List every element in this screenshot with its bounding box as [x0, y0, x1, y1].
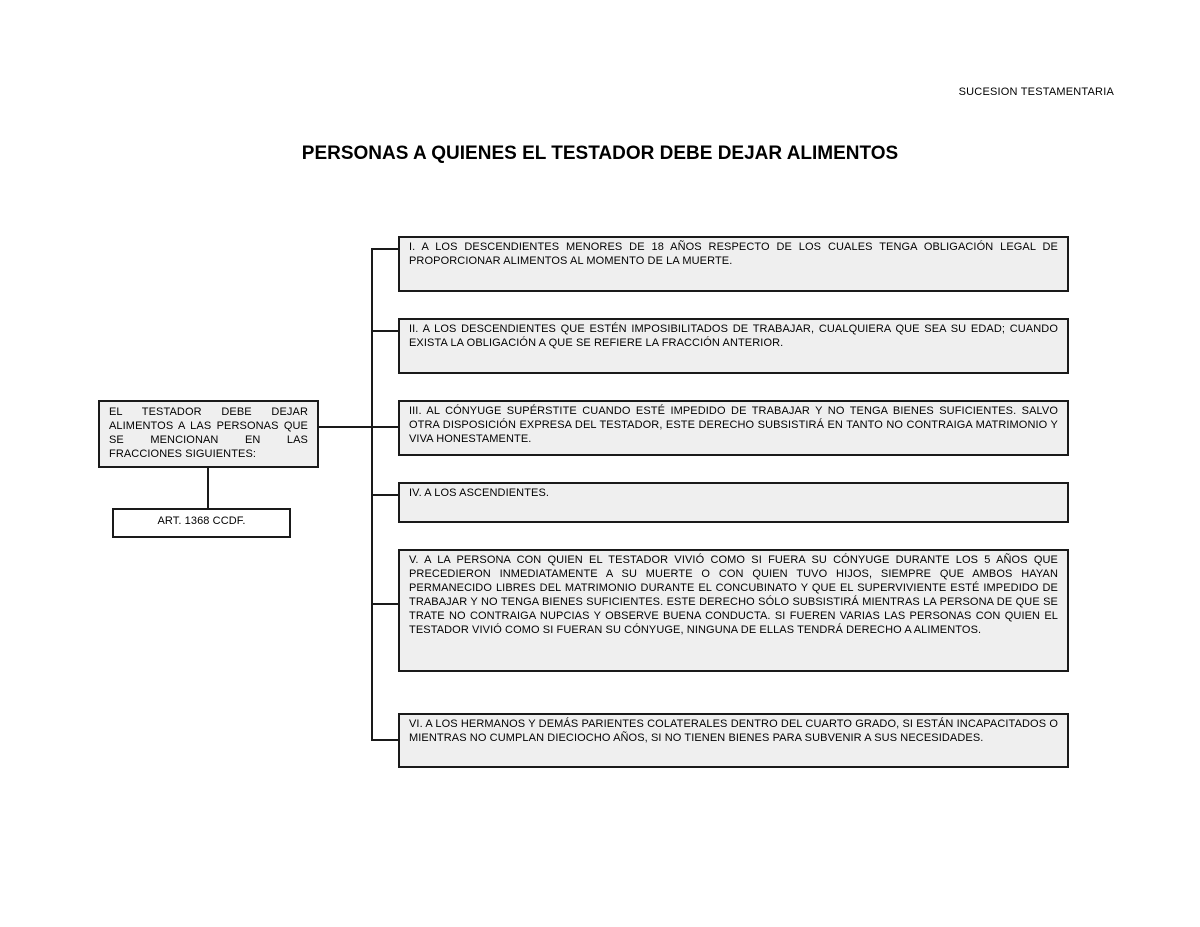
- root-box-text: EL TESTADOR DEBE DEJAR ALIMENTOS A LAS PERSONAS QUE SE MENCIONAN EN LAS FRACCIONES SIGUIENTES:: [109, 406, 308, 460]
- root-to-article-connector: [207, 468, 209, 508]
- fraction-text-5: V. A LA PERSONA CON QUIEN EL TESTADOR VIVIÓ COMO SI FUERA SU CÓNYUGE DURANTE LOS 5 AÑOS QUE PRECEDIERON INMEDIATAMENTE A SU MUERTE O CON QUIEN TUVO HIJOS, SIEMPRE QUE AMBOS HAYAN PERMANECIDO LIBRES DEL MATRIMONIO DURANTE EL CONCUBINATO Y QUE EL SUPERVIVIENTE ESTÉ IMPEDIDO DE TRABAJAR Y NO TENGA BIENES SUFICIENTES. ESTE DERECHO SÓLO SUBSISTIRÁ MIENTRAS LA PERSONA DE QUE SE TRATE NO CONTRAIGA NUPCIAS Y OBSERVE BUENA CONDUCTA. SI FUEREN VARIAS LAS PERSONAS CON QUIEN EL TESTADOR VIVIÓ COMO SI FUERAN SU CÓNYUGE, NINGUNA DE ELLAS TENDRÁ DERECHO A ALIMENTOS.: [409, 554, 1058, 636]
- root-box: [98, 400, 319, 468]
- document-label: SUCESION TESTAMENTARIA: [958, 86, 1114, 98]
- fraction-text-6: VI. A LOS HERMANOS Y DEMÁS PARIENTES COLATERALES DENTRO DEL CUARTO GRADO, SI ESTÁN INCAPACITADOS O MIENTRAS NO CUMPLAN DIECIOCHO AÑOS, SI NO TIENEN BIENES PARA SUBVENIR A SUS NECESIDADES.: [409, 718, 1058, 744]
- branch-connector-2: [371, 330, 399, 332]
- fraction-box-2: [398, 318, 1069, 374]
- fraction-text-1: I. A LOS DESCENDIENTES MENORES DE 18 AÑOS RESPECTO DE LOS CUALES TENGA OBLIGACIÓN LEGAL DE PROPORCIONAR ALIMENTOS AL MOMENTO DE LA MUERTE.: [409, 241, 1058, 267]
- branch-connector-6: [371, 739, 399, 741]
- branch-connector-3: [371, 426, 399, 428]
- fraction-text-3: III. AL CÓNYUGE SUPÉRSTITE CUANDO ESTÉ IMPEDIDO DE TRABAJAR Y NO TENGA BIENES SUFICIENTES. SALVO OTRA DISPOSICIÓN EXPRESA DEL TESTADOR, ESTE DERECHO SUBSISTIRÁ EN TANTO NO CONTRAIGA MATRIMONIO Y VIVA HONESTAMENTE.: [409, 405, 1058, 445]
- page-title: PERSONAS A QUIENES EL TESTADOR DEBE DEJAR ALIMENTOS: [301, 143, 899, 164]
- fraction-box-4: [398, 482, 1069, 523]
- article-box: [112, 508, 291, 538]
- branch-connector-4: [371, 494, 399, 496]
- fraction-box-1: [398, 236, 1069, 292]
- fraction-text-4: IV. A LOS ASCENDIENTES.: [409, 487, 550, 499]
- root-to-trunk-connector: [319, 426, 372, 428]
- branch-connector-5: [371, 603, 399, 605]
- fraction-box-6: [398, 713, 1069, 768]
- branch-connector-1: [371, 248, 399, 250]
- fraction-text-2: II. A LOS DESCENDIENTES QUE ESTÉN IMPOSIBILITADOS DE TRABAJAR, CUALQUIERA QUE SEA SU EDAD; CUANDO EXISTA LA OBLIGACIÓN A QUE SE REFIERE LA FRACCIÓN ANTERIOR.: [409, 323, 1058, 349]
- article-ref-text: ART. 1368 CCDF.: [157, 515, 246, 527]
- fraction-box-5: [398, 549, 1069, 672]
- fraction-box-3: [398, 400, 1069, 456]
